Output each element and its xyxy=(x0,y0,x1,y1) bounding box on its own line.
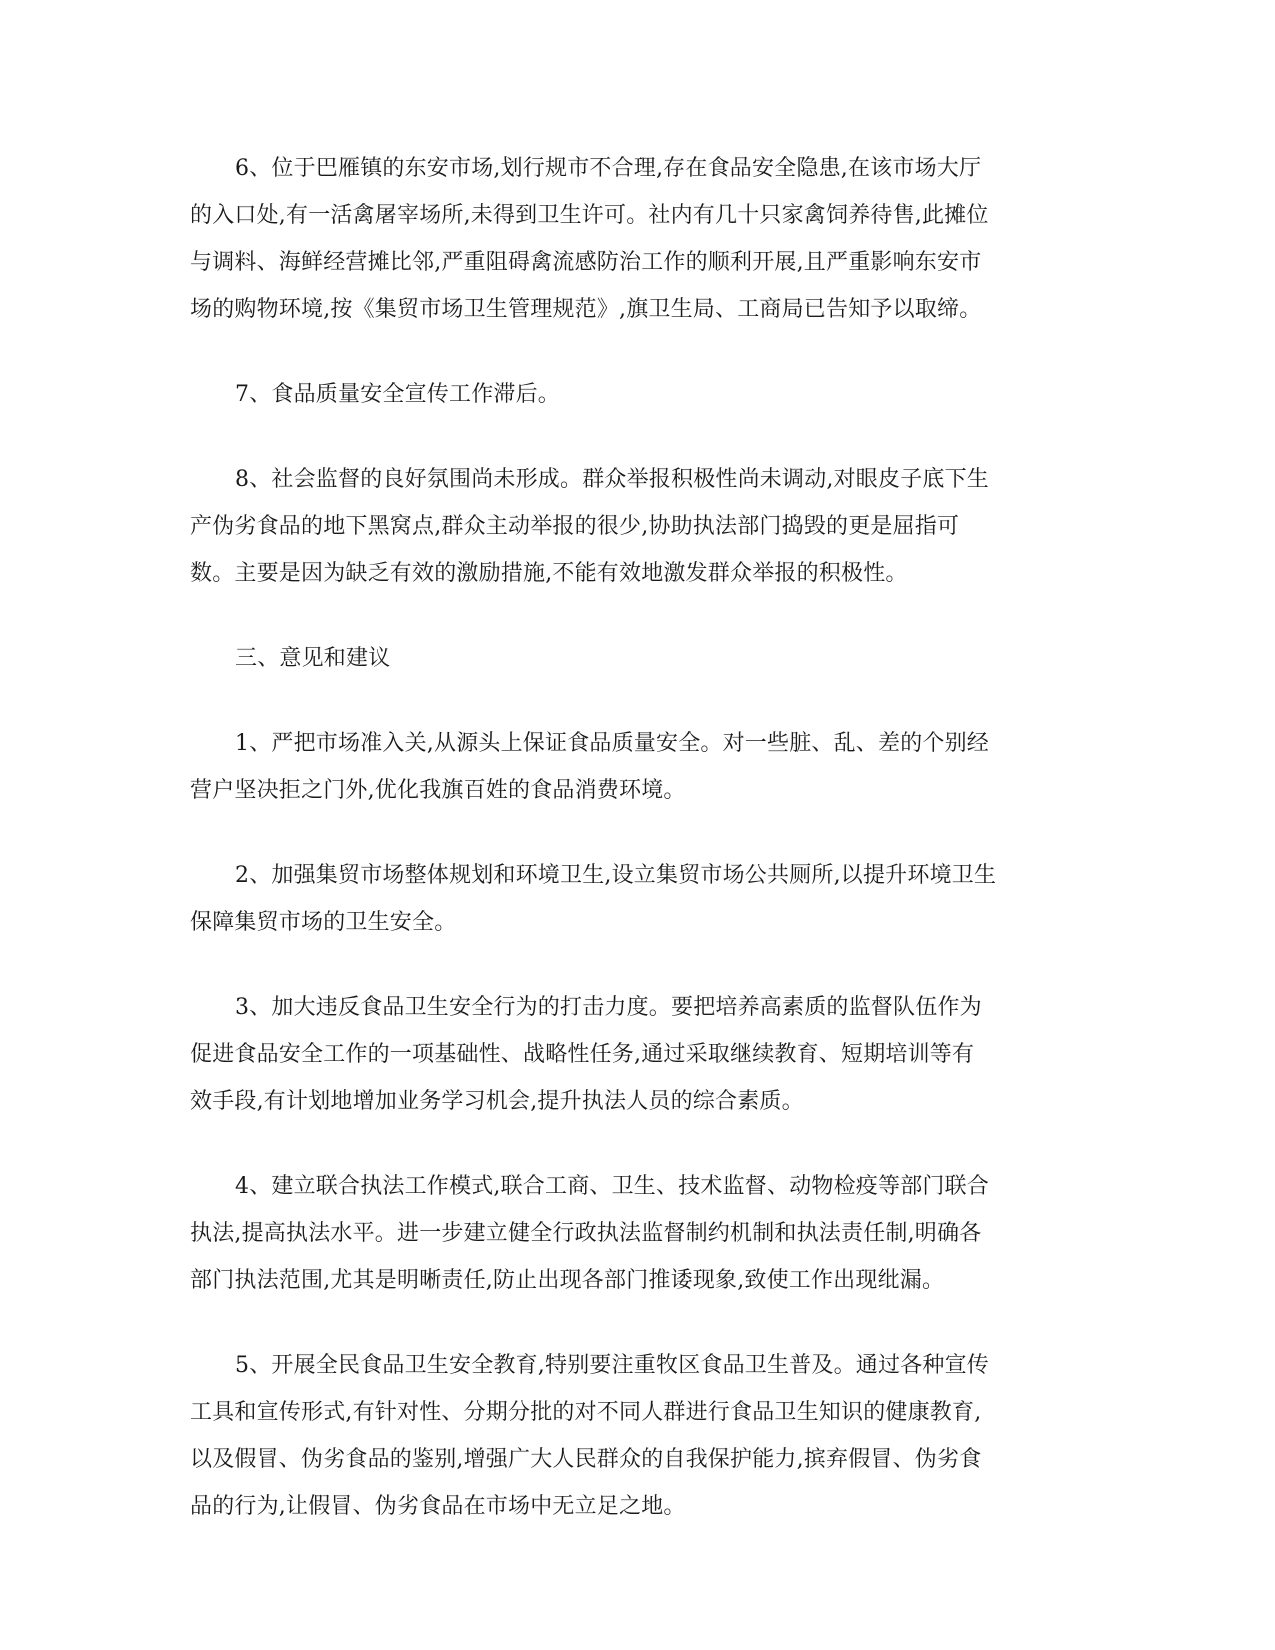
document-body xyxy=(190,145,1090,1568)
text-line: 5、开展全民食品卫生安全教育,特别要注重牧区食品卫生普及。通过各种宣传 xyxy=(235,1353,989,1378)
paragraph-suggestion-5 xyxy=(190,1342,1090,1530)
paragraph-issue-8 xyxy=(190,456,1090,597)
text-line: 6、位于巴雁镇的东安市场,划行规市不合理,存在食品安全隐患,在该市场大厅 xyxy=(235,156,982,181)
text-line: 场的购物环境,按《集贸市场卫生管理规范》,旗卫生局、工商局已告知予以取缔。 xyxy=(190,297,982,322)
paragraph-issue-7 xyxy=(190,371,1090,418)
text-line: 1、严把市场准入关,从源头上保证食品质量安全。对一些脏、乱、差的个别经 xyxy=(235,731,989,756)
text-line: 执法,提高执法水平。进一步建立健全行政执法监督制约机制和执法责任制,明确各 xyxy=(190,1221,982,1246)
text-line: 4、建立联合执法工作模式,联合工商、卫生、技术监督、动物检疫等部门联合 xyxy=(235,1174,989,1199)
text-line: 工具和宣传形式,有针对性、分期分批的对不同人群进行食品卫生知识的健康教育, xyxy=(190,1400,982,1425)
paragraph-suggestion-1 xyxy=(190,720,1090,814)
text-line: 部门执法范围,尤其是明晰责任,防止出现各部门推诿现象,致使工作出现纰漏。 xyxy=(190,1268,945,1293)
text-line: 与调料、海鲜经营摊比邻,严重阻碍禽流感防治工作的顺利开展,且严重影响东安市 xyxy=(190,250,982,275)
paragraph-suggestion-2 xyxy=(190,852,1090,946)
text-line: 促进食品安全工作的一项基础性、战略性任务,通过采取继续教育、短期培训等有 xyxy=(190,1042,975,1067)
text-line: 保障集贸市场的卫生安全。 xyxy=(190,910,457,935)
text-line: 的入口处,有一活禽屠宰场所,未得到卫生许可。社内有几十只家禽饲养待售,此摊位 xyxy=(190,203,989,228)
text-line: 2、加强集贸市场整体规划和环境卫生,设立集贸市场公共厕所,以提升环境卫生 xyxy=(235,863,997,888)
text-line: 8、社会监督的良好氛围尚未形成。群众举报积极性尚未调动,对眼皮子底下生 xyxy=(235,467,989,492)
text-line: 以及假冒、伪劣食品的鉴别,增强广大人民群众的自我保护能力,摈弃假冒、伪劣食 xyxy=(190,1447,982,1472)
text-line: 品的行为,让假冒、伪劣食品在市场中无立足之地。 xyxy=(190,1494,686,1519)
text-line: 数。主要是因为缺乏有效的激励措施,不能有效地激发群众举报的积极性。 xyxy=(190,561,908,586)
paragraph-market-issue-6 xyxy=(190,145,1090,333)
text-line: 营户坚决拒之门外,优化我旗百姓的食品消费环境。 xyxy=(190,778,686,803)
text-line: 7、食品质量安全宣传工作滞后。 xyxy=(235,382,560,407)
section-heading: 三、意见和建议 xyxy=(235,646,391,671)
paragraph-suggestion-4 xyxy=(190,1163,1090,1304)
section-heading-suggestions xyxy=(190,635,1090,682)
paragraph-suggestion-3 xyxy=(190,984,1090,1125)
text-line: 产伪劣食品的地下黑窝点,群众主动举报的很少,协助执法部门捣毁的更是屈指可 xyxy=(190,514,960,539)
text-line: 效手段,有计划地增加业务学习机会,提升执法人员的综合素质。 xyxy=(190,1089,804,1114)
text-line: 3、加大违反食品卫生安全行为的打击力度。要把培养高素质的监督队伍作为 xyxy=(235,995,982,1020)
